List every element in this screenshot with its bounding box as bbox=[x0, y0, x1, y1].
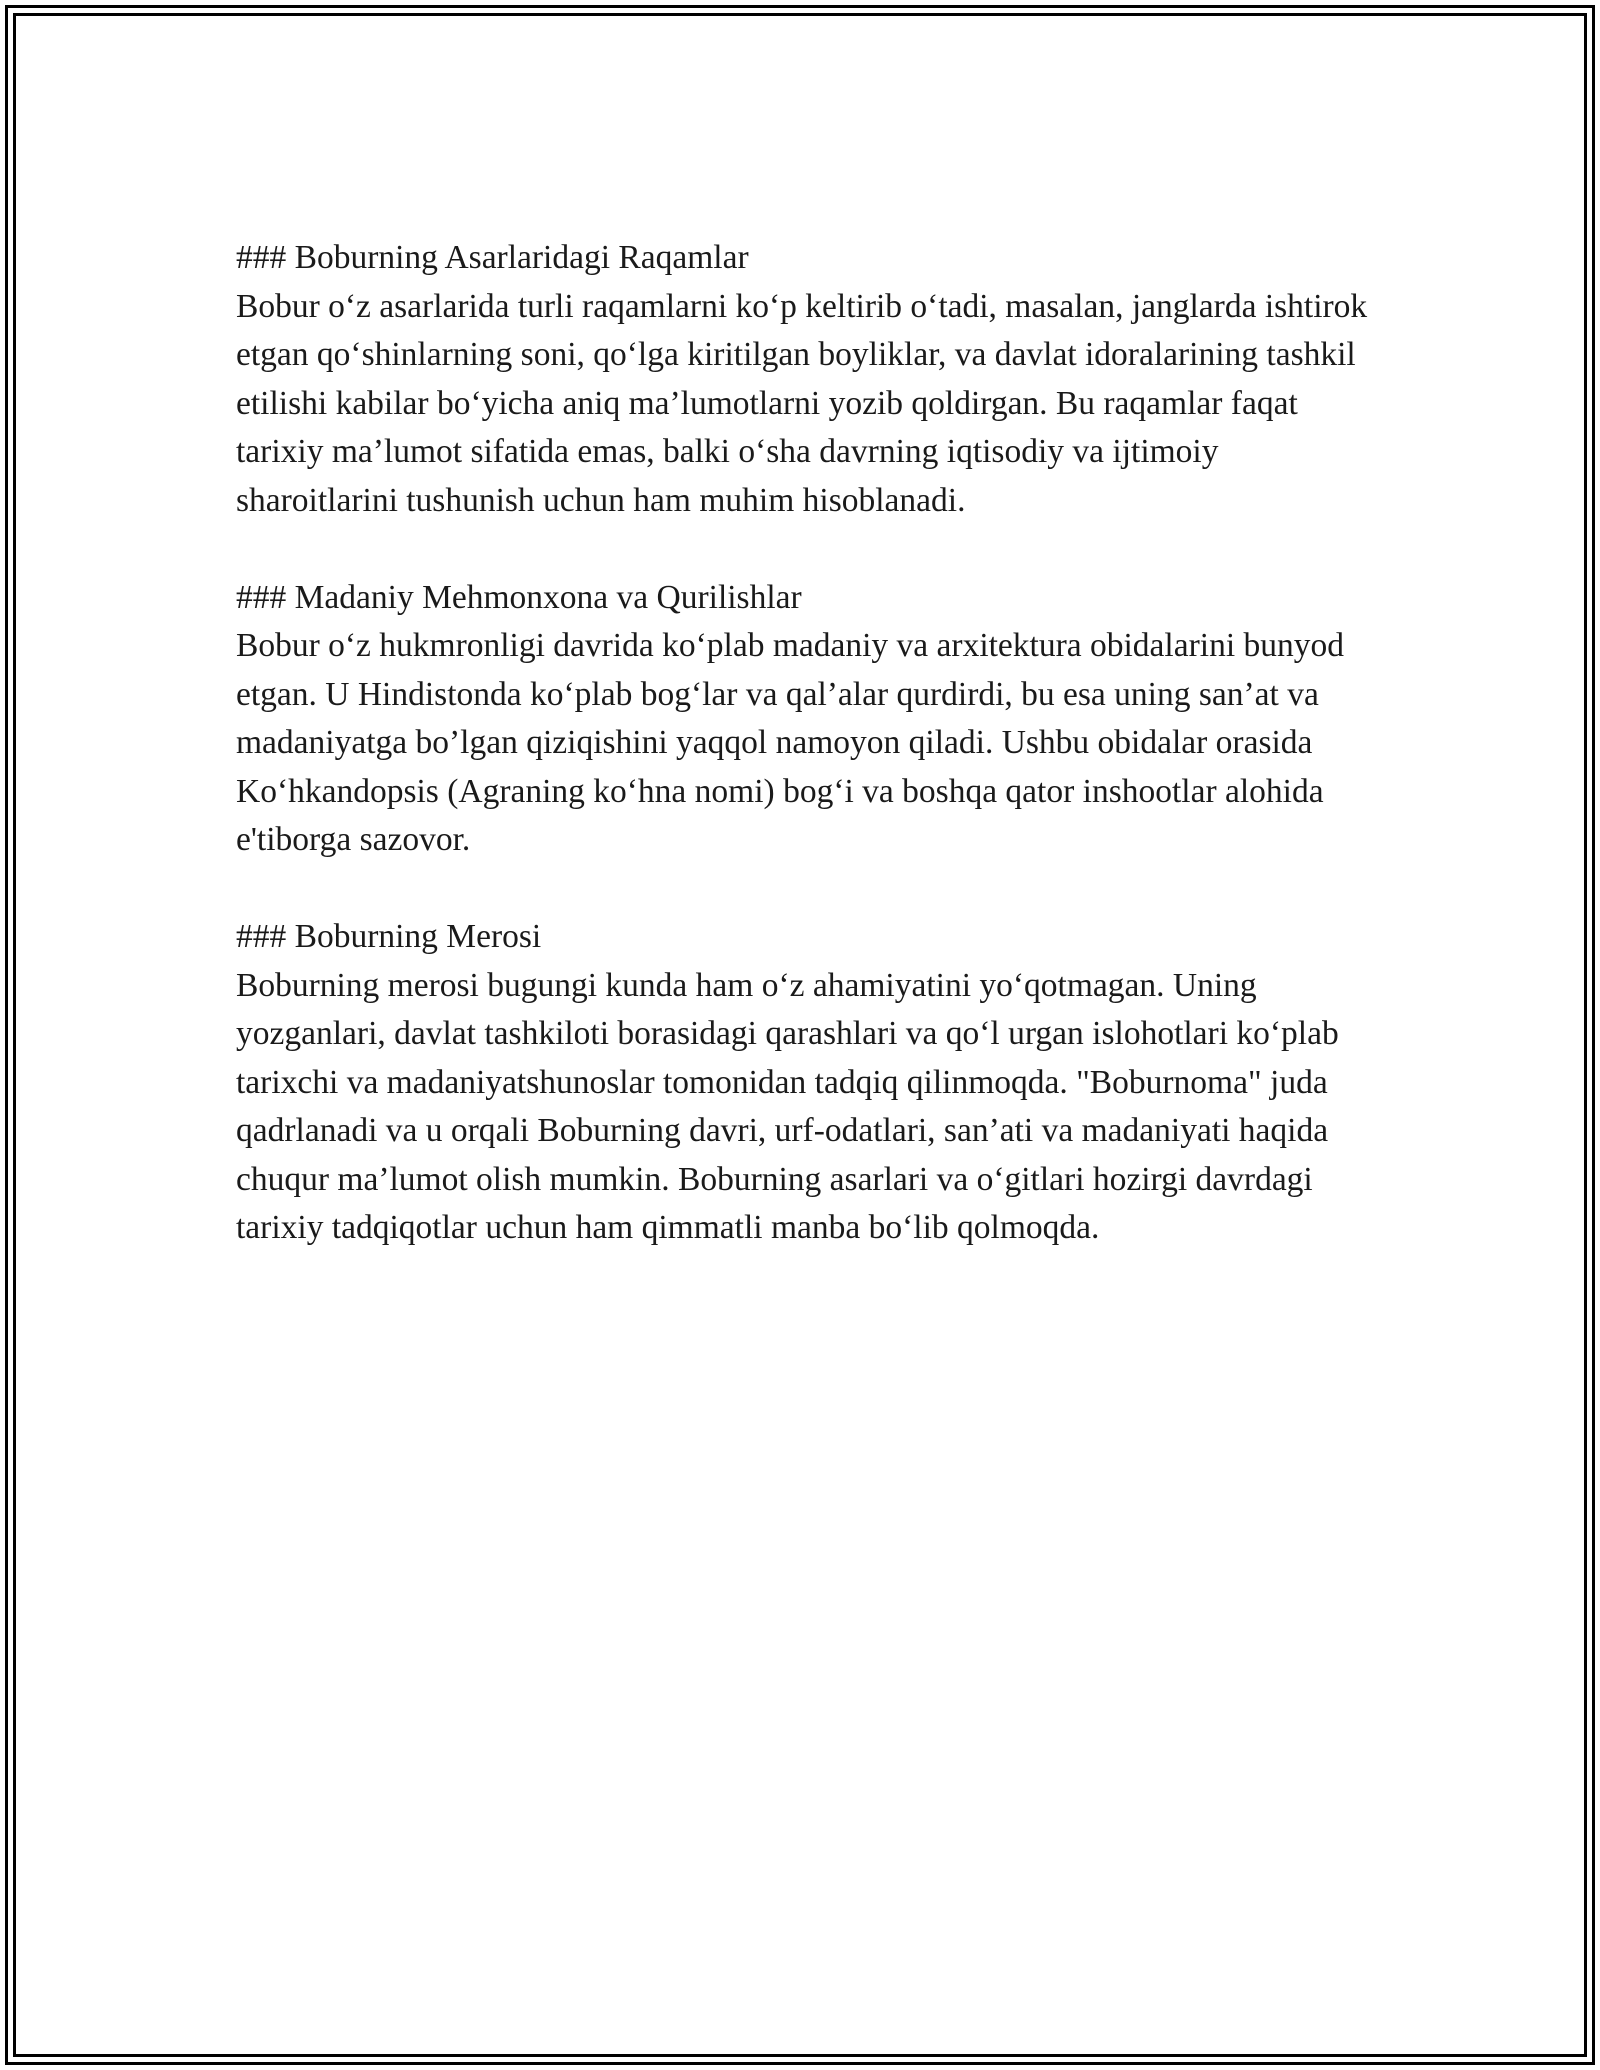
section-heading: ### Madaniy Mehmonxona va Qurilishlar bbox=[236, 578, 802, 616]
section-raqamlar bbox=[236, 234, 1376, 525]
section-meros bbox=[236, 913, 1376, 1253]
section-heading: ### Boburning Merosi bbox=[236, 918, 542, 955]
section-heading: ### Boburning Asarlaridagi Raqamlar bbox=[236, 239, 749, 276]
document-body bbox=[236, 234, 1376, 1301]
section-madaniy bbox=[236, 574, 1376, 865]
section-paragraph: Bobur o‘z hukmronligi davrida ko‘plab madaniy va arxitektura obidalarini bunyod etgan. U Hindistonda ko‘plab bog‘lar va qal’alar qurdirdi, bu esa uning san’at va madaniyatga bo’lgan qiziqishini yaqqol namoyon qiladi. Ushbu obidalar orasida Ko‘hkandopsis (Agraning ko‘hna nomi) bog‘i va boshqa qator inshootlar alohida e'tiborga sazovor. bbox=[236, 627, 1345, 858]
section-paragraph: Bobur o‘z asarlarida turli raqamlarni ko‘p keltirib o‘tadi, masalan, janglarda ishtirok etgan qo‘shinlarning soni, qo‘lga kiritilgan boyliklar, va davlat idoralarining tashkil etilishi kabilar bo‘yicha aniq ma’lumotlarni yozib qoldirgan. Bu raqamlar faqat tarixiy ma’lumot sifatida emas, balki o‘sha davrning iqtisodiy va ijtimoiy sharoitlarini tushunish uchun ham muhim hisoblanadi. bbox=[236, 287, 1368, 519]
section-paragraph: Boburning merosi bugungi kunda ham o‘z ahamiyatini yo‘qotmagan. Uning yozganlari, davlat tashkiloti borasidagi qarashlari va qo‘l urgan islohotlari ko‘plab tarixchi va madaniyatshunoslar tomonidan tadqiq qilinmoqda. "Boburnoma" juda qadrlanadi va u orqali Boburning davri, urf-odatlari, san’ati va madaniyati haqida chuqur ma’lumot olish mumkin. Boburning asarlari va o‘gitlari hozirgi davrdagi tarixiy tadqiqotlar uchun ham qimmatli manba bo‘lib qolmoqda. bbox=[236, 966, 1339, 1246]
